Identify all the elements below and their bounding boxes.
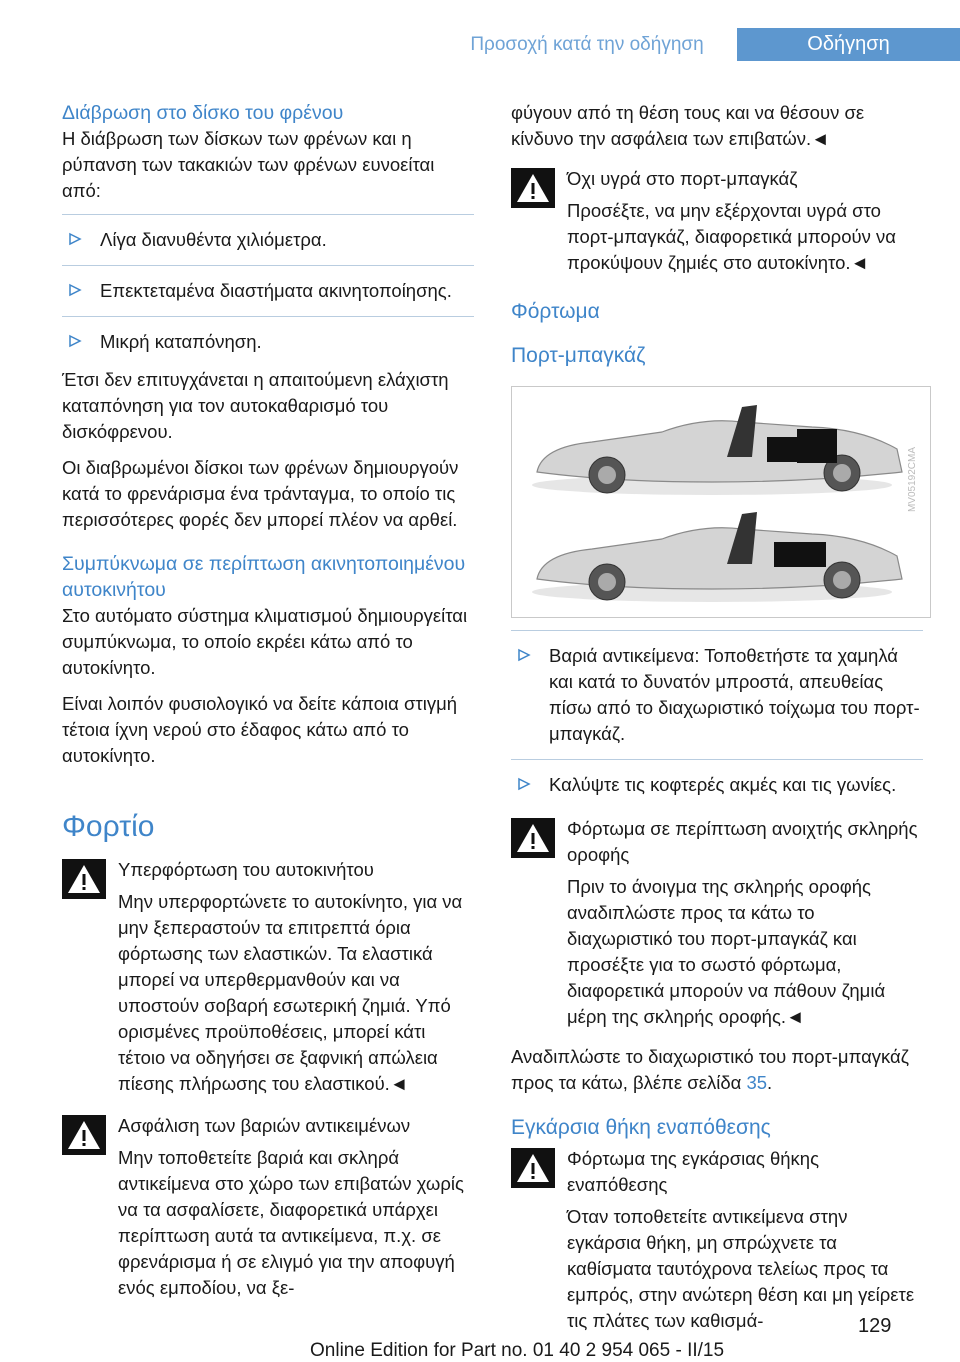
warning-body: Όταν τοποθετείτε αντικείμενα στην εγκάρσια θήκη, μη σπρώχνετε τα καθίσματα ταυτόχρονα τελείως προς τα εμπρός, στην ανώτερη θέση και μη γείρετε τις πλάτες των καθισμά- [567,1206,915,1331]
list-item-text: Καλύψτε τις κοφτερές ακμές και τις γωνίες. [549,774,897,795]
figure-code: MV05192CMA [907,447,918,513]
warning-transverse-storage [511,1146,923,1334]
list-item-text: Βαριά αντικείμενα: Τοποθετήστε τα χαμηλά και κατά το δυνατόν μπροστά, απευθείας πίσω από το διαχωριστικό τοίχωμα του πορτ-μπαγκάζ. [549,645,920,744]
list-item [511,760,923,810]
bullet-triangle-icon [68,283,82,297]
warning-triangle-icon [511,818,555,858]
car-loading-illustration [512,387,930,617]
warning-heavy-objects [62,1113,474,1301]
load-heading: Φορτίο [62,810,155,843]
car-illustration-bottom [532,512,902,602]
warning-triangle-icon [62,1115,106,1155]
bullet-triangle-icon [517,648,531,662]
bullet-triangle-icon [517,777,531,791]
warning-title: Όχι υγρά στο πορτ-μπαγκάζ [567,168,798,189]
page-link[interactable]: 35 [746,1072,768,1093]
cargo-heading: Φόρτωμα [511,300,600,323]
brake-causes-list [62,214,474,367]
car-illustration-top [532,405,902,495]
condensation-heading: Συμπύκνωμα σε περίπτωση ακινητοποιημένου αυτοκινήτου [62,553,466,601]
warning-triangle-icon [62,859,106,899]
condensation-paragraph-2: Είναι λοιπόν φυσιολογικό να δείτε κάποια στιγμή τέτοια ίχνη νερού στο έδαφος κάτω από το αυτοκίνητο. [62,693,458,766]
warning-body: Μην υπερφορτώνετε το αυτοκίνητο, για να μην ξεπεραστούν τα επιτρεπτά όρια φόρτωσης των ελαστικών. Τα ελαστικά μπορεί να υπερθερμανθούν και να υποστούν σοβαρή εσωτερική ζημιά. Υπό ορισμένες προϋποθέσεις, μπορεί κάτι τέτοιο να οδηγήσει σε ξαφνική απώλεια πίεσης πλήρωσης του ελαστικού.◄ [118,891,463,1094]
bullet-triangle-icon [68,232,82,246]
warning-body: Πριν το άνοιγμα της σκληρής οροφής αναδιπλώστε προς τα κάτω το διαχωριστικό του πορτ-μπαγκάζ και προσέξτε για το σωστό φόρτωμα, διαφορετικά μπορούν να πάθουν ζημιά μέρη της σκληρής οροφής.◄ [567,876,886,1027]
warning-overload [62,857,474,1097]
trunk-loading-list [511,630,923,810]
warning-body: Μην τοποθετείτε βαριά και σκληρά αντικείμενα στο χώρο των επιβατών χωρίς να τα ασφαλίσετε, διαφορετικά υπάρχει περίπτωση αυτά τα αντικείμενα, π.χ. σε φρενάρισμα ή σε ελιγμό για την αποφυγή ενός εμποδίου, να ξε- [118,1147,464,1298]
fold-divider-text [511,1044,923,1096]
list-item [62,266,474,317]
condensation-paragraph-1: Στο αυτόματο σύστημα κλιματισμού δημιουργείται συμπύκνωμα, το οποίο εκρέει κάτω από το αυτοκίνητο. [62,605,468,678]
right-column [511,100,923,1344]
brake-corrosion-heading: Διάβρωση στο δίσκο του φρένου [62,102,344,124]
warning-title: Ασφάλιση των βαριών αντικειμένων [118,1115,411,1136]
trunk-loading-figure [511,386,931,618]
list-item [62,214,474,266]
transverse-storage-heading: Εγκάρσια θήκη εναπόθεσης [511,1116,771,1139]
trunk-heading: Πορτ-μπαγκάζ [511,344,646,367]
list-item-text: Επεκτεταμένα διαστήματα ακινητοποίησης. [100,280,452,301]
header-chapter-tab: Οδήγηση [737,28,960,61]
list-item [62,317,474,367]
warning-body: Προσέξτε, να μην εξέρχονται υγρά στο πορτ-μπαγκάζ, διαφορετικά μπορούν να προκύψουν ζημιές στο αυτοκίνητο.◄ [567,200,896,273]
warning-open-roof [511,816,923,1030]
warning-no-liquids [511,166,923,276]
page-number: 129 [858,1315,892,1337]
warning-title: Φόρτωμα σε περίπτωση ανοιχτής σκληρής οροφής [567,818,918,865]
continued-paragraph: φύγουν από τη θέση τους και να θέσουν σε κίνδυνο την ασφάλεια των επιβατών.◄ [511,102,865,149]
brake-intro-text: Η διάβρωση των δίσκων των φρένων και η ρύπανση των τακακιών των φρένων ευνοείται από: [62,128,435,201]
warning-title: Υπερφόρτωση του αυτοκινήτου [118,859,374,880]
online-edition-text: Online Edition for Part no. 01 40 2 954 065 - II/15 [310,1340,725,1361]
header-section-title: Προσοχή κατά την οδήγηση [470,34,704,55]
warning-triangle-icon [511,1148,555,1188]
bullet-triangle-icon [68,334,82,348]
brake-paragraph-2: Οι διαβρωμένοι δίσκοι των φρένων δημιουργούν κατά το φρενάρισμα ένα τράνταγμα, το οποίο τις περισσότερες φορές δεν μπορεί πλέον να αρθεί. [62,457,459,530]
left-column [62,100,474,1311]
brake-paragraph-1: Έτσι δεν επιτυγχάνεται η απαιτούμενη ελάχιστη καταπόνηση για τον αυτοκαθαρισμό του δισκόφρενου. [62,369,449,442]
warning-triangle-icon [511,168,555,208]
fold-text-end: . [767,1072,773,1093]
list-item-text: Λίγα διανυθέντα χιλιόμετρα. [100,229,327,250]
warning-title: Φόρτωμα της εγκάρσιας θήκης εναπόθεσης [567,1148,819,1195]
list-item-text: Μικρή καταπόνηση. [100,331,262,352]
list-item [511,630,923,760]
fold-text: Αναδιπλώστε το διαχωριστικό του πορτ-μπαγκάζ προς τα κάτω, βλέπε σελίδα [511,1046,909,1093]
